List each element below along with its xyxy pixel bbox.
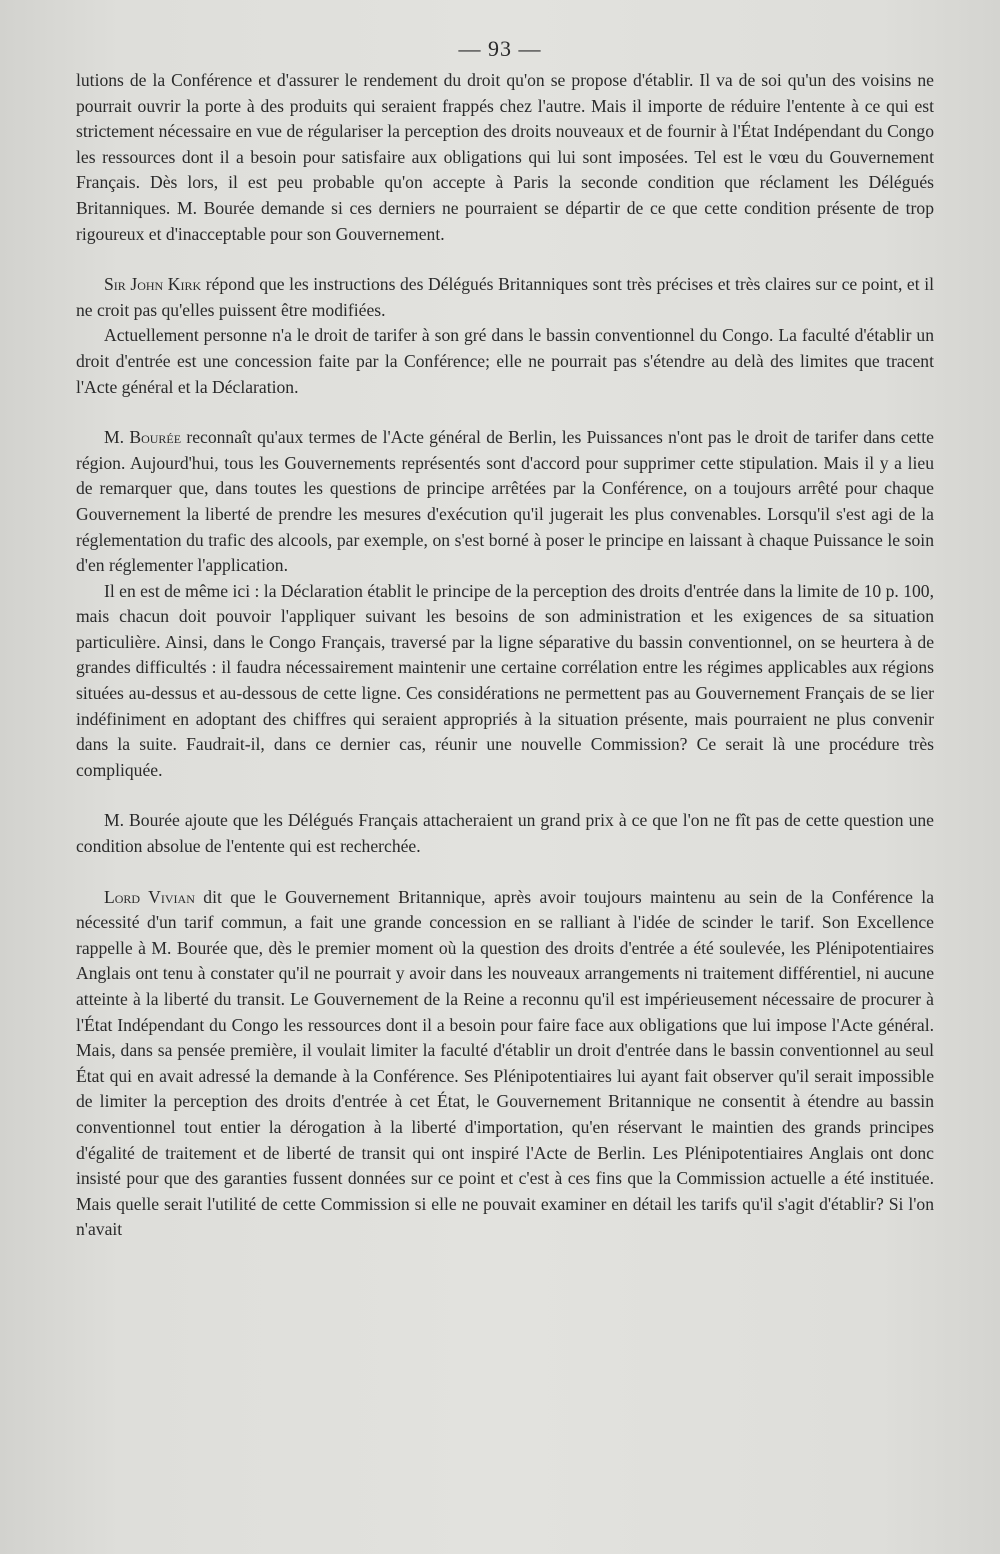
paragraph-6: M. Bourée ajoute que les Délégués Français attacheraient un grand prix à ce que l'on ne fît pas de cette question une condition absolue de l'entente qui est recherchée. [76,810,934,857]
paragraph-1: lutions de la Conférence et d'assurer le rendement du droit qu'on se propose d'établir. Il va de soi qu'un des voisins ne pourrait ouvrir la porte à des produits qui seraient frappés chez l'autre. Mais il importe de réduire l'entente à ce qui est strictement nécessaire en vue de régulariser la perception des droits nouveaux et de fournir à l'État Indépendant du Congo les ressources dont il a besoin pour satisfaire aux obligations qui lui sont imposées. Tel est le vœu du Gouvernement Français. Dès lors, il est peu probable qu'on accepte à Paris la seconde condition que réclament les Délégués Britanniques. M. Bourée demande si ces derniers ne pourraient se départir de ce que cette condition présente de trop rigoureux et d'inacceptable pour son Gouvernement. [76,70,934,244]
paragraph-3: Actuellement personne n'a le droit de tarifer à son gré dans le bassin conventionnel du Congo. La faculté d'établir un droit d'entrée est une concession faite par la Conférence; elle ne pourrait pas s'étendre au delà des limites que tracent l'Acte général et la Déclaration. [76,325,934,397]
paragraph-4 [76,425,934,579]
speaker-name: M. Bourée [104,427,182,448]
paragraph-2 [76,272,934,323]
paragraph-text: répond que les instructions des Délégués Britanniques sont très précises et très claires sur ce point, et il ne croit pas qu'elles puissent être modifiées. [76,274,934,320]
paragraph-text: reconnaît qu'aux termes de l'Acte général de Berlin, les Puissances n'ont pas le droit de tarifer dans cette région. Aujourd'hui, tous les Gouvernements représentés sont d'accord pour supprimer cette stipulation. Mais il y a lieu de remarquer que, dans toutes les questions de principe arrêtées par la Conférence, on a toujours arrêté pour chaque Gouvernement la liberté de prendre les mesures d'exécution qu'il jugerait les plus convenables. Lorsqu'il s'est agi de la réglementation du trafic des alcools, par exemple, on s'est borné à poser le principe en laissant à chaque Puissance le soin d'en réglementer l'application. [76,427,934,576]
body-text [76,68,934,1243]
paragraph-text: dit que le Gouvernement Britannique, après avoir toujours maintenu au sein de la Conférence la nécessité d'un tarif commun, a fait une grande concession en se ralliant à l'idée de scinder le tarif. Son Excellence rappelle à M. Bourée que, dès le premier moment où la question des droits d'entrée a été soulevée, les Plénipotentiaires Anglais ont tenu à constater qu'il ne pourrait y avoir dans les nouveaux arrangements ni traitement différentiel, ni aucune atteinte à la liberté du transit. Le Gouvernement de la Reine a reconnu qu'il est impérieusement nécessaire de procurer à l'État Indépendant du Congo les ressources dont il a besoin pour faire face aux obligations que lui impose l'Acte général. Mais, dans sa pensée première, il voulait limiter la faculté d'établir un droit d'entrée dans le bassin conventionnel au seul État qui en avait adressé la demande à la Conférence. Ses Plénipotentiaires lui ayant fait observer qu'il serait impossible de limiter la perception des droits d'entrée à cet État, le Gouvernement Britannique ne consentit à étendre au bassin conventionnel tout entier la dérogation à la liberté d'importation, qu'en réservant le maintien des grands principes d'égalité de traitement et de liberté de transit qui ont inspiré l'Acte de Berlin. Les Plénipotentiaires Anglais ont donc insisté pour que des garanties fussent données sur ce point et c'est à ces fins que la Commission actuelle a été instituée. Mais quelle serait l'utilité de cette Commission si elle ne pouvait examiner en détail les tarifs qu'il s'agit d'établir? Si l'on n'avait [76,886,934,1240]
page-number: — 93 — [458,36,542,61]
speaker-name: Lord Vivian [104,886,195,907]
paragraph-7 [76,885,934,1243]
speaker-name: Sir John Kirk [104,274,202,295]
paragraph-5: Il en est de même ici : la Déclaration établit le principe de la perception des droits d'entrée dans la limite de 10 p. 100, mais chacun doit pouvoir l'appliquer suivant les besoins de son administration et les exigences de sa situation particulière. Ainsi, dans le Congo Français, traversé par la ligne séparative du bassin conventionnel, on se heurtera à de grandes difficultés : il faudra nécessairement maintenir une certaine corrélation entre les régimes applicables aux régions situées au-dessus et au-dessous de cette ligne. Ces considérations ne permettent pas au Gouvernement Français de se lier indéfiniment en adoptant des chiffres qui seraient appropriés à la situation présente, mais pourraient ne plus convenir dans la suite. Faudrait-il, dans ce dernier cas, réunir une nouvelle Commission? Ce serait là une procédure très compliquée. [76,580,934,780]
